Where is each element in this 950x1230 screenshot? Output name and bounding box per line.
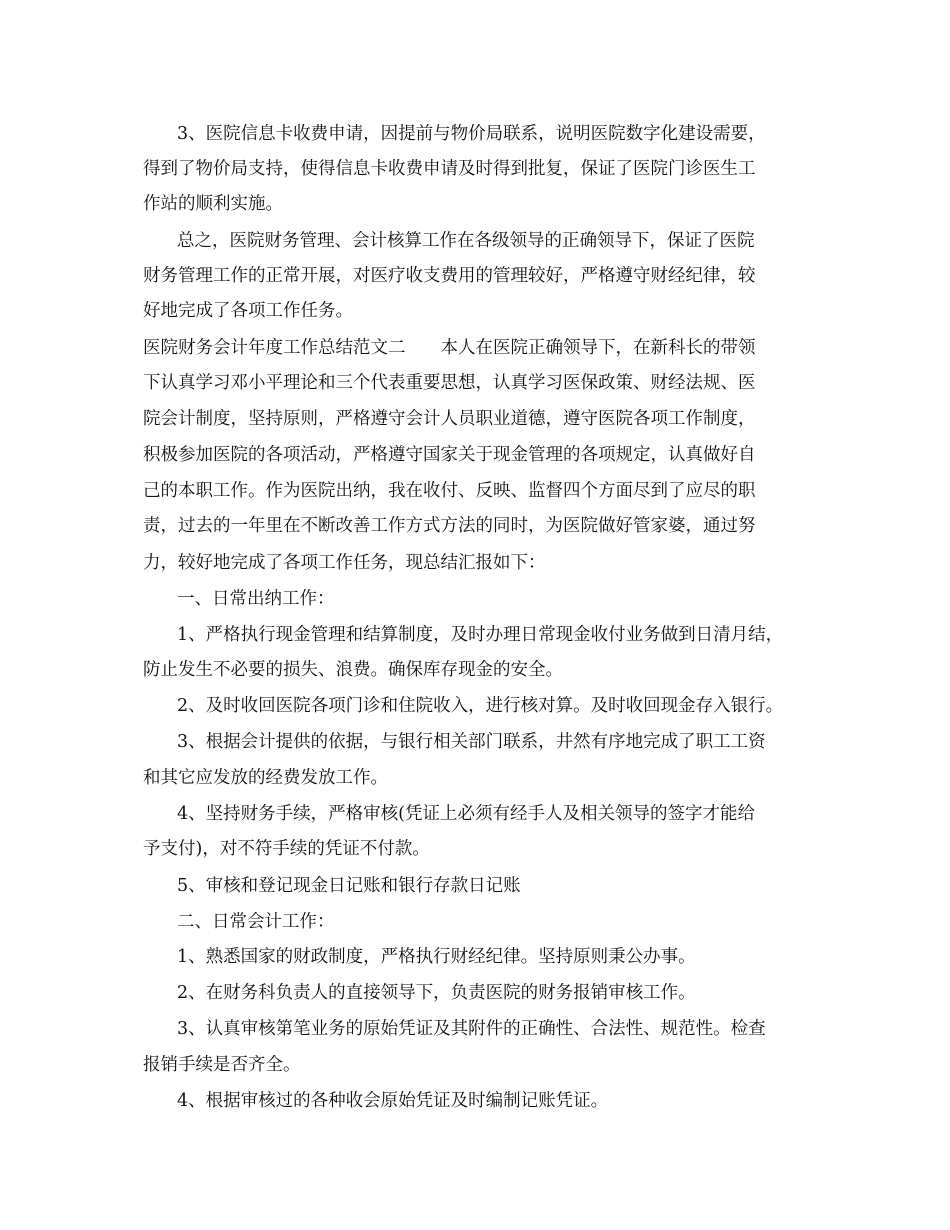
section-heading-line: 医院财务会计年度工作总结范文二 本人在医院正确领导下，在新科长的带领 (143, 338, 756, 358)
subheading-line: 一、日常出纳工作： (177, 589, 335, 609)
paragraph-line: 作站的顺利实施。 (143, 194, 283, 214)
paragraph-line: 好地完成了各项工作任务。 (143, 301, 353, 321)
paragraph-line: 财务管理工作的正常开展，对医疗收支费用的管理较好，严格遵守财经纪律，较 (143, 266, 756, 286)
list-item-line: 5、审核和登记现金日记账和银行存款日记账 (177, 876, 521, 896)
list-item-line: 予支付)，对不符手续的凭证不付款。 (143, 839, 430, 859)
paragraph-line: 己的本职工作。作为医院出纳，我在收付、反映、监督四个方面尽到了应尽的职 (143, 481, 756, 501)
list-item-line: 1、严格执行现金管理和结算制度，及时办理日常现金收付业务做到日清月结， (177, 625, 784, 645)
list-item-line: 和其它应发放的经费发放工作。 (143, 768, 388, 788)
list-item-line: 3、根据会计提供的依据，与银行相关部门联系，井然有序地完成了职工工资 (177, 732, 766, 752)
paragraph-line: 3、医院信息卡收费申请，因提前与物价局联系，说明医院数字化建设需要， (177, 124, 766, 144)
list-item-line: 2、在财务科负责人的直接领导下，负责医院的财务报销审核工作。 (177, 983, 696, 1003)
paragraph-line: 下认真学习邓小平理论和三个代表重要思想，认真学习医保政策、财经法规、医 (143, 373, 756, 393)
paragraph-line: 院会计制度，坚持原则，严格遵守会计人员职业道德，遵守医院各项工作制度， (143, 409, 756, 429)
list-item-line: 4、根据审核过的各种收会原始凭证及时编制记账凭证。 (177, 1091, 609, 1111)
paragraph-line: 得到了物价局支持，使得信息卡收费申请及时得到批复，保证了医院门诊医生工 (143, 159, 756, 179)
paragraph-line: 积极参加医院的各项活动，严格遵守国家关于现金管理的各项规定，认真做好自 (143, 445, 756, 465)
list-item-line: 1、熟悉国家的财政制度，严格执行财经纪律。坚持原则秉公办事。 (177, 947, 696, 967)
paragraph-line: 力，较好地完成了各项工作任务，现总结汇报如下： (143, 553, 546, 573)
list-item-line: 报销手续是否齐全。 (143, 1055, 301, 1075)
list-item-line: 3、认真审核第笔业务的原始凭证及其附件的正确性、合法性、规范性。检查 (177, 1019, 766, 1039)
paragraph-line: 责，过去的一年里在不断改善工作方式方法的同时，为医院做好管家婆，通过努 (143, 516, 756, 536)
subheading-line: 二、日常会计工作： (177, 912, 335, 932)
list-item-line: 2、及时收回医院各项门诊和住院收入，进行核对算。及时收回现金存入银行。 (177, 696, 784, 716)
list-item-line: 防止发生不必要的损失、浪费。确保库存现金的安全。 (143, 660, 563, 680)
list-item-line: 4、坚持财务手续，严格审核(凭证上必须有经手人及相关领导的签字才能给 (177, 804, 755, 824)
paragraph-line: 总之，医院财务管理、会计核算工作在各级领导的正确领导下，保证了医院 (177, 231, 755, 251)
